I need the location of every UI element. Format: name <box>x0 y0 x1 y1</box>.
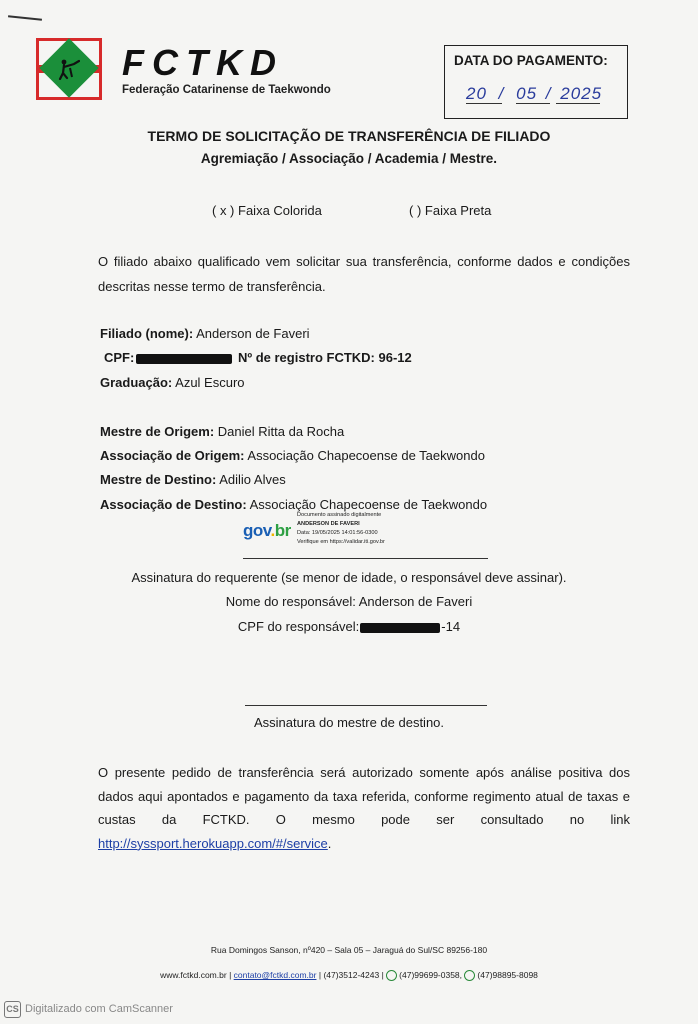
guardian-name-label: Nome do responsável: <box>225 594 356 609</box>
guardian-cpf-suffix: -14 <box>441 619 461 634</box>
stamp-signer: ANDERSON DE FAVERI <box>297 521 360 527</box>
date-separator: / <box>498 84 505 103</box>
athlete-name-label: Filiado (nome): <box>100 326 194 341</box>
footer-whatsapp-1: (47)99699-0358, <box>399 970 463 980</box>
date-underline <box>466 103 502 104</box>
dest-master-value: Adilio Alves <box>219 472 286 487</box>
date-separator: / <box>545 84 552 103</box>
govbr-logo-dot: . <box>270 521 275 540</box>
dest-assoc-value: Associação Chapecoense de Taekwondo <box>249 497 488 512</box>
footer-phone: (47)3512-4243 <box>323 970 380 980</box>
origin-master-label: Mestre de Origem: <box>100 424 215 439</box>
notice-link-suffix: . <box>327 835 332 851</box>
brand-subtitle: Federação Catarinense de Taekwondo <box>122 84 331 96</box>
athlete-cpf-row <box>104 350 412 365</box>
option-colored-belt <box>212 203 322 218</box>
footer-separator: | <box>381 970 384 980</box>
camscanner-logo-icon: CS <box>4 1001 21 1018</box>
dest-assoc-label: Associação de Destino: <box>100 497 247 512</box>
athlete-name-row <box>100 326 310 341</box>
athlete-name-value: Anderson de Faveri <box>196 326 310 341</box>
registry-value: 96-12 <box>378 350 412 365</box>
scan-mark <box>8 15 42 21</box>
footer-website[interactable]: www.fctkd.com.br <box>160 970 227 980</box>
stamp-date: Data: 19/05/2025 14:01:56-0300 <box>297 530 378 536</box>
stamp-verify: Verifique em https://validar.iti.gov.br <box>297 539 385 545</box>
footer-separator: | <box>229 970 232 980</box>
origin-assoc-row <box>100 448 485 463</box>
redacted-cpf <box>136 354 232 364</box>
whatsapp-icon <box>386 970 397 981</box>
brand-name: FCTKD <box>122 42 284 83</box>
service-link[interactable]: http://syssport.herokuapp.com/#/service <box>98 835 328 851</box>
notice-text: O presente pedido de transferência será autorizado somente após análise positiva dos dados aqui apontados e pagamento da taxa referida, conforme regimento atual de taxas e custas da FCTKD. O mesmo pode ser consultado no link <box>98 765 630 827</box>
option-colored-checkbox: ( x ) <box>212 203 235 218</box>
dest-master-label: Mestre de Destino: <box>100 472 217 487</box>
footer-contacts <box>0 970 698 981</box>
payment-month: 05 <box>516 84 538 103</box>
stamp-line-1: Documento assinado digitalmente <box>297 512 382 518</box>
requester-signature-line <box>243 558 488 559</box>
guardian-cpf-row <box>0 619 698 634</box>
govbr-logo-gov: gov <box>243 521 271 540</box>
payment-date-title: DATA DO PAGAMENTO: <box>454 53 608 68</box>
govbr-logo-br: br <box>274 521 291 540</box>
payment-date-value <box>466 84 602 104</box>
date-underline <box>516 103 550 104</box>
payment-year: 2025 <box>560 84 603 103</box>
footer-separator: | <box>318 970 322 980</box>
camscanner-text: Digitalizado com CamScanner <box>25 1003 173 1015</box>
date-underline <box>556 103 600 104</box>
guardian-cpf-label: CPF do responsável: <box>237 619 360 634</box>
redacted-cpf <box>360 623 440 633</box>
athlete-grade-value: Azul Escuro <box>175 375 245 390</box>
requester-caption: Assinatura do requerente (se menor de idade, o responsável deve assinar). <box>131 570 567 585</box>
dest-master-row <box>100 472 286 487</box>
footer-email[interactable]: contato@fctkd.com.br <box>233 970 317 980</box>
option-black-checkbox: ( ) <box>409 203 422 218</box>
payment-day: 20 <box>466 84 487 103</box>
document-title: TERMO DE SOLICITAÇÃO DE TRANSFERÊNCIA DE FILIADO <box>147 128 551 144</box>
athlete-cpf-label: CPF: <box>104 350 135 365</box>
origin-assoc-label: Associação de Origem: <box>100 448 245 463</box>
option-colored-label: Faixa Colorida <box>238 203 322 218</box>
master-signature-line <box>245 705 487 706</box>
guardian-name-row <box>0 594 698 609</box>
govbr-logo <box>243 521 291 541</box>
athlete-grade-row <box>100 375 245 390</box>
document-subtitle: Agremiação / Associação / Academia / Mestre. <box>200 151 498 166</box>
footer-address: Rua Domingos Sanson, nº420 – Sala 05 – Jaraguá do Sul/SC 89256-180 <box>210 945 488 955</box>
footer-whatsapp-2: (47)98895-8098 <box>477 970 538 980</box>
origin-master-row <box>100 424 344 439</box>
intro-paragraph: O filiado abaixo qualificado vem solicitar sua transferência, conforme dados e condições descritas nesse termo de transferência. <box>98 254 630 294</box>
notice-paragraph <box>98 761 630 855</box>
option-black-label: Faixa Preta <box>424 203 492 218</box>
whatsapp-icon <box>464 970 475 981</box>
registry-label: Nº de registro FCTKD: <box>237 350 375 365</box>
fctkd-logo-icon <box>36 38 102 100</box>
master-caption: Assinatura do mestre de destino. <box>253 715 445 730</box>
option-black-belt <box>409 203 491 218</box>
athlete-grade-label: Graduação: <box>100 375 173 390</box>
origin-master-value: Daniel Ritta da Rocha <box>217 424 345 439</box>
origin-assoc-value: Associação Chapecoense de Taekwondo <box>247 448 485 463</box>
dest-assoc-row <box>100 497 487 512</box>
guardian-name-value: Anderson de Faveri <box>358 594 473 609</box>
